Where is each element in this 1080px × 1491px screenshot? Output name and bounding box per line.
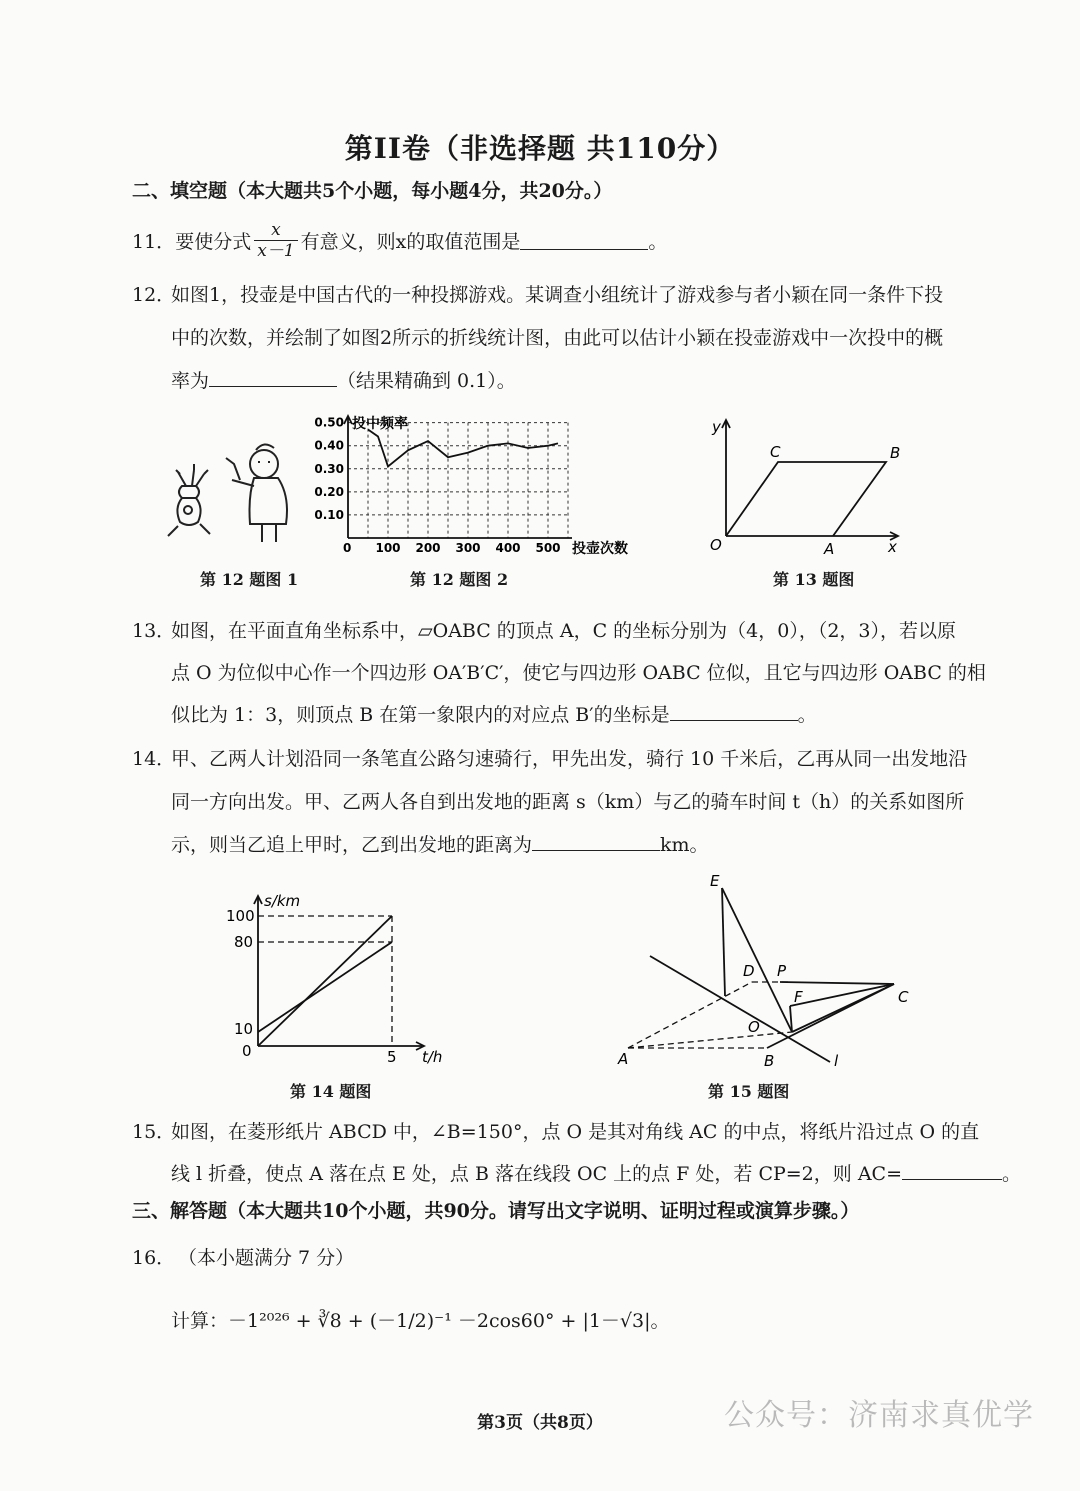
label-l: l — [834, 1052, 839, 1070]
fig14-caption: 第 14 题图 — [290, 1082, 372, 1101]
q11-fraction — [254, 220, 297, 261]
label-A: A — [824, 540, 835, 558]
q12-answer-blank[interactable] — [209, 368, 337, 387]
q16-end: 。 — [650, 1310, 670, 1332]
watermark: 公众号：济南求真优学 — [724, 1398, 1034, 1433]
label-O: O — [748, 1018, 760, 1036]
q11-frac-num: x — [271, 220, 281, 240]
y-tick-label: 0.50 — [314, 415, 344, 430]
page-title: 第II卷（非选择题 共110分） — [344, 132, 736, 165]
q11-answer-blank[interactable] — [520, 231, 648, 250]
ytick-100: 100 — [226, 907, 255, 925]
fig13-caption: 第 13 题图 — [773, 570, 855, 589]
q13-line2: 点 O 为位似中心作一个四边形 OA′B′C′，使它与四边形 OABC 位似，且它与四边形 OABC 的相 — [171, 662, 986, 684]
fig12-1-caption: 第 12 题图 1 — [200, 570, 299, 589]
label-E: E — [710, 872, 720, 890]
section3-heading: 三、解答题（本大题共10个小题，共90分。请写出文字说明、证明过程或演算步骤。） — [132, 1200, 860, 1222]
segment-AO — [628, 1032, 792, 1048]
x-tick-label: 300 — [455, 541, 481, 555]
x-tick-label: 100 — [375, 541, 401, 555]
q15-line2-post: 。 — [1002, 1163, 1022, 1185]
q16-calc-label: 计算： — [171, 1310, 229, 1332]
chart-grid — [348, 423, 568, 538]
x-tick-label: 400 — [495, 541, 521, 555]
x-tick-label: 500 — [535, 541, 561, 555]
fold-line-l — [650, 956, 830, 1062]
label-y: y — [712, 418, 721, 436]
q14-number: 14． — [132, 748, 176, 770]
fig12-2-caption: 第 12 题图 2 — [410, 570, 509, 589]
segment-PC — [780, 982, 894, 984]
q12-line3-post: （结果精确到 0.1）。 — [337, 370, 516, 392]
q13-number: 13． — [132, 620, 176, 642]
label-B: B — [890, 444, 901, 462]
s-axis-label: s/km — [264, 892, 301, 910]
q12-line3-pre: 率为 — [171, 370, 210, 392]
q13-line3-post: 。 — [797, 704, 817, 726]
fig15-rhombus-fold — [600, 866, 930, 1076]
q15-line2 — [171, 1159, 1021, 1186]
frequency-line-chart — [308, 410, 648, 560]
chart-axes — [344, 416, 572, 538]
y-tick-label: 0.30 — [314, 461, 344, 476]
fig13-parallelogram — [700, 412, 910, 562]
q16-expression: －1²⁰²⁶ + ∛8 + (－1/2)⁻¹ －2cos60° + |1－√3| — [228, 1310, 651, 1332]
section2-heading: 二、填空题（本大题共5个小题，每小题4分，共20分。） — [132, 180, 613, 202]
question-11 — [132, 220, 667, 261]
q13-answer-blank[interactable] — [670, 702, 798, 721]
q15-line1: 如图，在菱形纸片 ABCD 中，∠B=150°，点 O 是其对角线 AC 的中点，将纸片沿过点 O 的直 — [171, 1121, 980, 1143]
line-yi — [258, 916, 392, 1046]
q16-expression-line — [171, 1306, 670, 1333]
q16-score: （本小题满分 7 分） — [178, 1247, 355, 1269]
touhu-illustration — [160, 440, 300, 550]
y-tick-label: 0.40 — [314, 438, 344, 453]
segment-OC-upper — [792, 984, 894, 1032]
q13-line3 — [171, 700, 817, 727]
q12-line3 — [171, 366, 516, 393]
q15-line2-pre: 线 l 折叠，使点 A 落在点 E 处，点 B 落在线段 OC 上的点 F 处，若 CP=2，则 AC= — [171, 1163, 902, 1185]
y-axis-label: 投中频率 — [352, 416, 408, 432]
label-x: x — [888, 538, 897, 556]
q15-number: 15． — [132, 1121, 176, 1143]
segment-ED — [722, 888, 725, 996]
frequency-series-line — [368, 430, 558, 467]
series-group — [368, 430, 558, 467]
q14-answer-blank[interactable] — [532, 832, 660, 851]
q14-line3 — [171, 830, 709, 857]
label-A: A — [618, 1050, 629, 1068]
label-C: C — [898, 988, 909, 1006]
q14-line3-pre: 示，则当乙追上甲时，乙到出发地的距离为 — [171, 834, 533, 856]
q12-line1: 如图1，投壶是中国古代的一种投掷游戏。某调查小组统计了游戏参与者小颖在同一条件下投 — [171, 284, 944, 306]
x-tick-label: 200 — [415, 541, 441, 555]
ytick-0: 0 — [242, 1042, 252, 1060]
label-D: D — [743, 962, 755, 980]
page-footer: 第3页（共8页） — [477, 1413, 603, 1433]
q11-post: 有意义，则x的取值范围是 — [300, 231, 521, 253]
q14-line1: 甲、乙两人计划沿同一条笔直公路匀速骑行，甲先出发，骑行 10 千米后，乙再从同一出发地沿 — [171, 748, 968, 770]
t-axis-label: t/h — [422, 1048, 443, 1066]
q11-frac-den: x－1 — [254, 240, 297, 261]
y-tick-label: 0.10 — [314, 507, 344, 522]
ytick-10: 10 — [234, 1020, 254, 1038]
xtick-5: 5 — [387, 1048, 397, 1066]
origin-label: 0 — [343, 541, 352, 555]
fig14-distance-graph — [222, 886, 452, 1076]
q12-number: 12． — [132, 284, 176, 306]
q11-number: 11． — [132, 231, 176, 253]
segment-FC — [790, 984, 894, 1006]
q15-answer-blank[interactable] — [902, 1161, 1002, 1180]
label-C: C — [770, 443, 781, 461]
q11-pre: 要使分式 — [175, 231, 252, 253]
parallelogram-oabc — [726, 462, 886, 536]
y-tick-label: 0.20 — [314, 484, 344, 499]
label-O: O — [710, 536, 722, 554]
ytick-80: 80 — [234, 933, 254, 951]
q13-line1: 如图，在平面直角坐标系中，▱OABC 的顶点 A，C 的坐标分别为（4，0），（2，3），若以原 — [171, 620, 956, 642]
q12-line2: 中的次数，并绘制了如图2所示的折线统计图，由此可以估计小颖在投壶游戏中一次投中的概 — [171, 327, 944, 349]
line-jia — [258, 942, 392, 1032]
label-P: P — [777, 962, 787, 980]
segment-EO — [722, 888, 792, 1032]
label-B: B — [764, 1052, 775, 1070]
q11-end: 。 — [648, 231, 668, 253]
q13-line3-pre: 似比为 1：3，则顶点 B 在第一象限内的对应点 B′的坐标是 — [171, 704, 670, 726]
q14-line2: 同一方向出发。甲、乙两人各自到出发地的距离 s（km）与乙的骑车时间 t（h）的关系如图所 — [171, 791, 965, 813]
label-F: F — [794, 988, 803, 1006]
fig15-caption: 第 15 题图 — [708, 1082, 790, 1101]
q16-number: 16． — [132, 1247, 176, 1269]
x-axis-label: 投壶次数 — [572, 541, 628, 557]
q14-line3-post: km。 — [660, 834, 709, 856]
